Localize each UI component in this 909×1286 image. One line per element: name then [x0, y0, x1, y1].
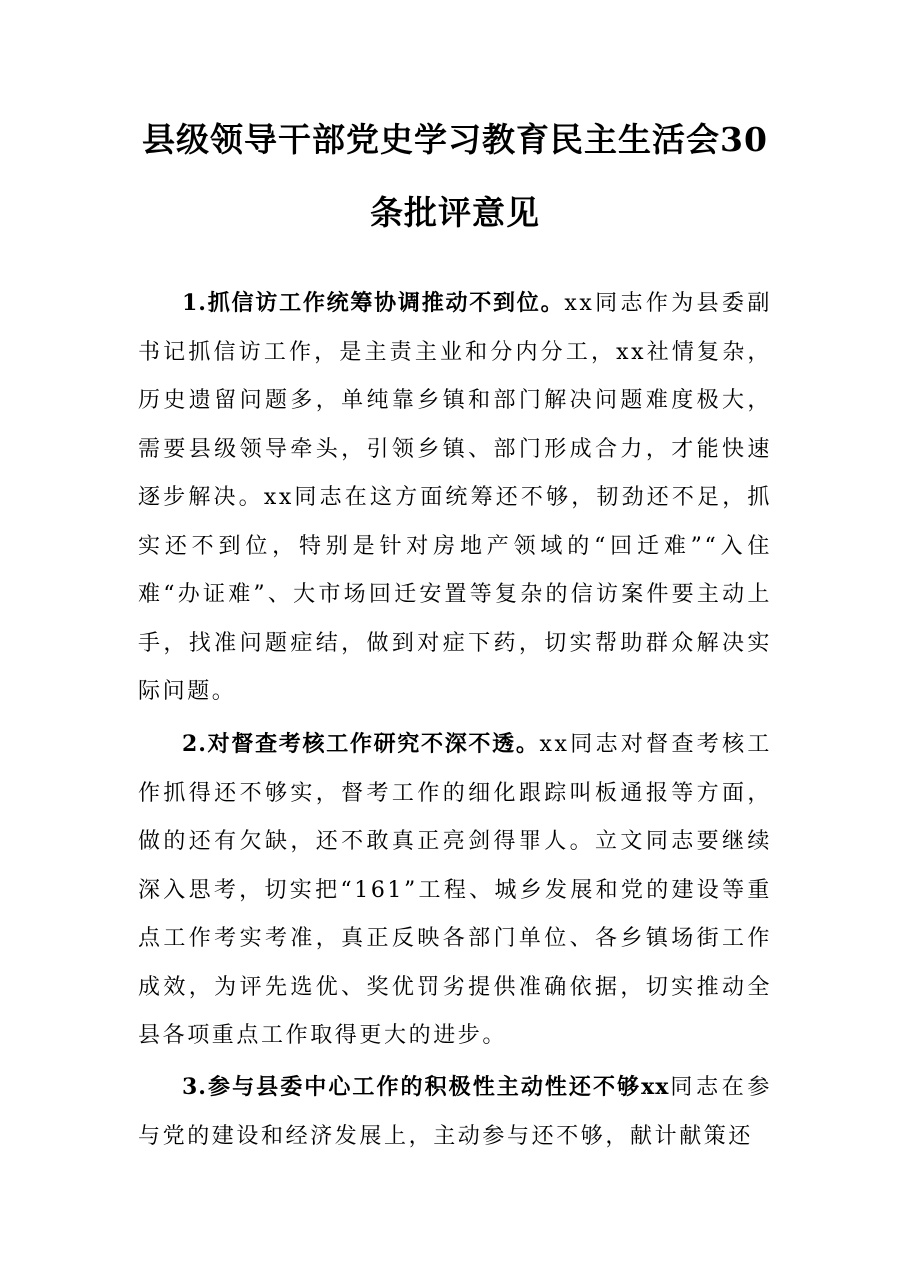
- paragraph-1-body: xx同志作为县委副书记抓信访工作，是主责主业和分内分工，xx社情复杂，历史遗留问题多，单纯靠乡镇和部门解决问题难度极大，需要县级领导牵头，引领乡镇、部门形成合力，才能快速逐步解决。xx同志在这方面统筹还不够，韧劲还不足，抓实还不到位，特别是针对房地产领域的“回迁难”“入住难“办证难”、大市场回迁安置等复杂的信访案件要主动上手，找准问题症结，做到对症下药，切实帮助群众解决实际问题。: [138, 291, 772, 704]
- paragraph-2-body: xx同志对督查考核工作抓得还不够实，督考工作的细化跟踪叫板通报等方面，做的还有欠缺，还不敢真正亮剑得罪人。立文同志要继续深入思考，切实把“161”工程、城乡发展和党的建设等重点工作考实考准，真正反映各部门单位、各乡镇场街工作成效，为评先选优、奖优罚劣提供准确依据，切实推动全县各项重点工作取得更大的进步。: [138, 732, 772, 1048]
- paragraph-2-heading: 2.对督查考核工作研究不深不透。: [182, 731, 540, 757]
- paragraph-2: [138, 720, 772, 1061]
- document-title-line-1: 县级领导干部党史学习教育民主生活会30: [142, 120, 768, 159]
- paragraph-1: [138, 279, 772, 717]
- paragraph-3-heading: 3.参与县委中心工作的积极性主动性还不够xx: [182, 1074, 670, 1100]
- paragraph-3-body: 同志在参与党的建设和经济发展上，主动参与还不够，献计献策还: [138, 1075, 773, 1149]
- paragraph-1-heading: 1.抓信访工作统筹协调推动不到位。: [182, 290, 565, 316]
- document-title-line-2: 条批评意见: [370, 193, 540, 232]
- paragraph-3: [138, 1063, 772, 1161]
